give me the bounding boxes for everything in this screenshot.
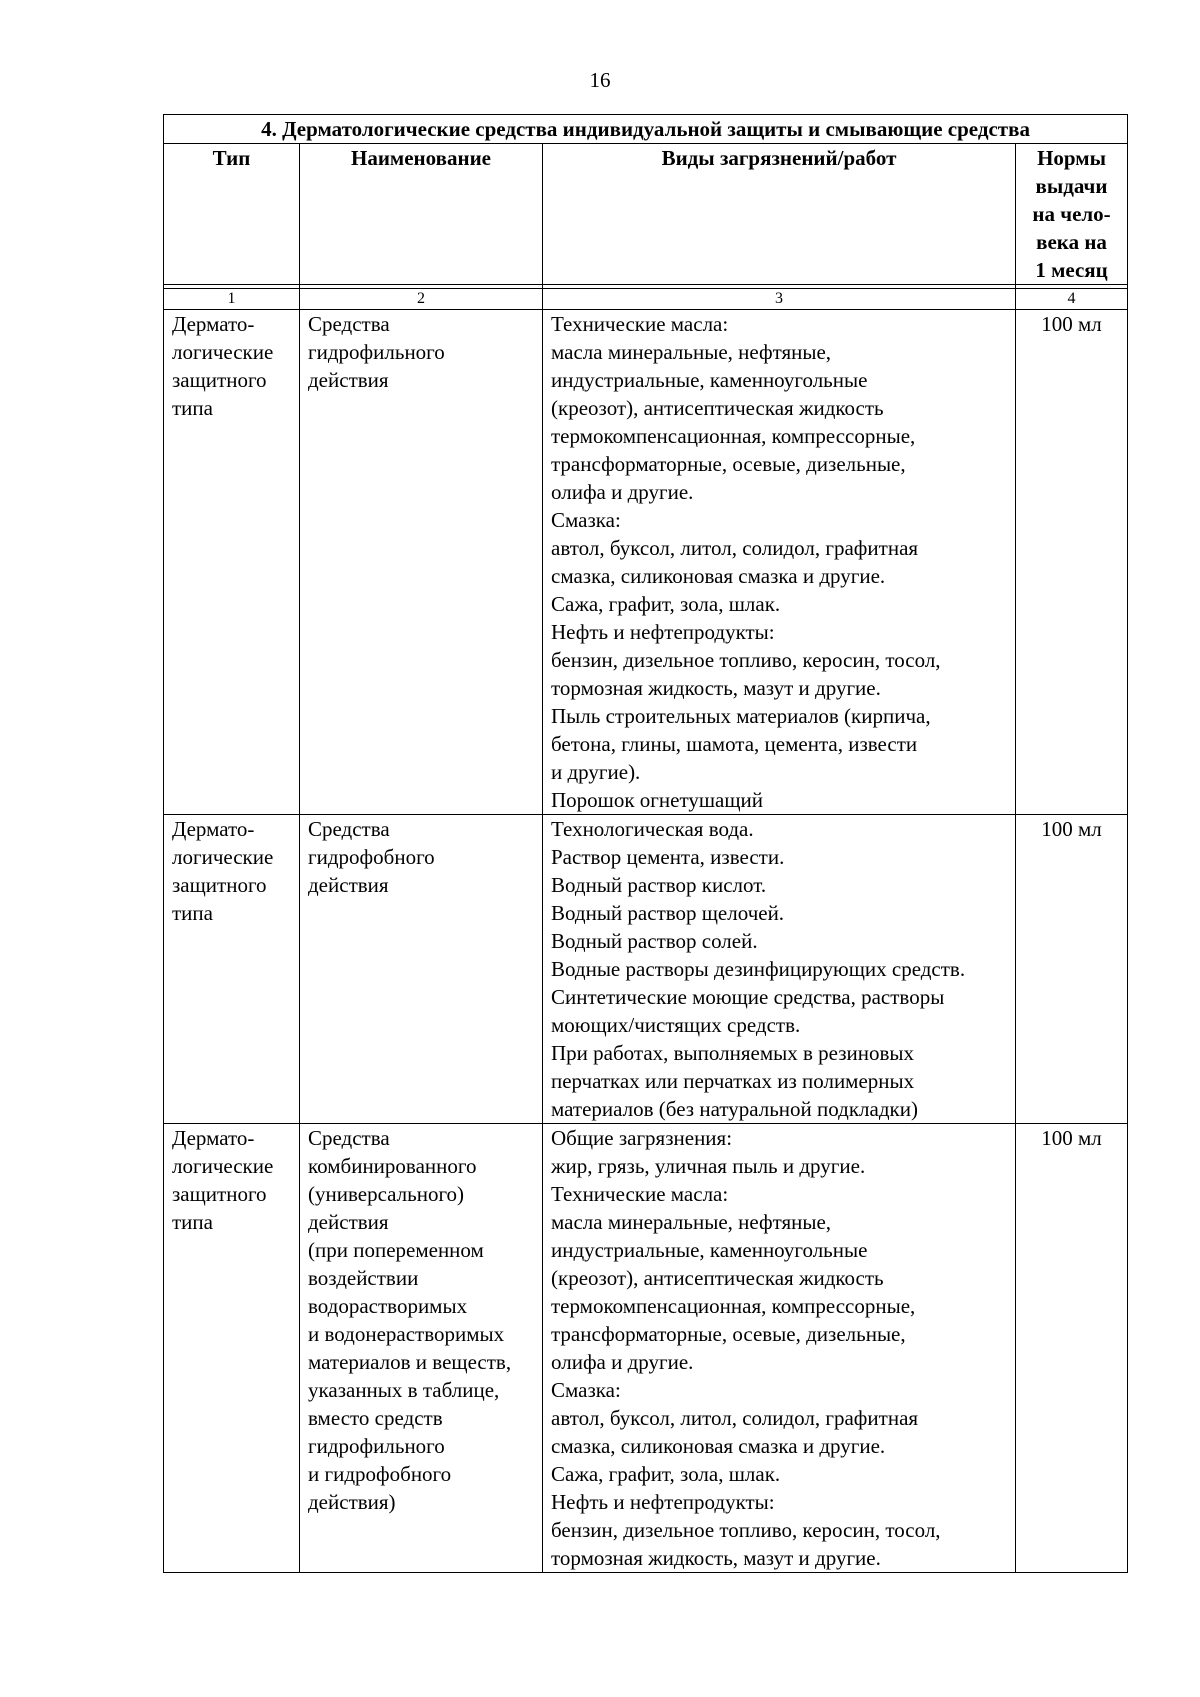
header-name (300, 144, 543, 285)
text-line: Водный раствор солей. (551, 929, 758, 953)
text-line: моющих/чистящих средств. (551, 1013, 801, 1037)
section-title-row (164, 115, 1128, 144)
text-line: автол, буксол, литол, солидол, графитная (551, 1406, 919, 1430)
text-line: гидрофильного (308, 1434, 445, 1458)
text-line: Водный раствор кислот. (551, 873, 767, 897)
text-line: Наименование (351, 146, 491, 170)
page-number: 16 (589, 68, 611, 92)
text-line: тормозная жидкость, мазут и другие. (551, 1546, 881, 1570)
section-title: 4. Дерматологические средства индивидуальной защиты и смывающие средства (164, 115, 1128, 144)
type-cell (164, 310, 300, 815)
table-body (164, 310, 1128, 1573)
text-line: бензин, дизельное топливо, керосин, тосол, (551, 1518, 941, 1542)
text-line: типа (172, 396, 213, 420)
text-line: логические (172, 340, 274, 364)
header-row (164, 144, 1128, 285)
text-line: трансформаторные, осевые, дизельные, (551, 452, 906, 476)
text-line: олифа и другие. (551, 1350, 694, 1374)
pollution-cell (543, 815, 1016, 1124)
text-line: Общие загрязнения: (551, 1126, 733, 1150)
text-line: (при попеременном (308, 1238, 484, 1262)
name-cell (300, 1124, 543, 1573)
text-line: Виды загрязнений/работ (661, 146, 897, 170)
text-line: Тип (212, 146, 251, 170)
text-line: смазка, силиконовая смазка и другие. (551, 564, 886, 588)
text-line: типа (172, 901, 213, 925)
name-cell (300, 310, 543, 815)
norm-cell: 100 мл (1016, 310, 1128, 815)
text-line: вместо средств (308, 1406, 443, 1430)
text-line: материалов и веществ, (308, 1350, 512, 1374)
text-line: гидрофильного (308, 340, 445, 364)
table-row (164, 815, 1128, 1124)
text-line: Пыль строительных материалов (кирпича, (551, 704, 931, 728)
pollution-cell (543, 1124, 1016, 1573)
text-line: Водные растворы дезинфицирующих средств. (551, 957, 966, 981)
text-line: смазка, силиконовая смазка и другие. (551, 1434, 886, 1458)
ppe-norms-table (163, 114, 1128, 1573)
norm-cell: 100 мл (1016, 1124, 1128, 1573)
text-line: бетона, глины, шамота, цемента, извести (551, 732, 918, 756)
text-line: защитного (172, 1182, 267, 1206)
text-line: Порошок огнетушащий (551, 788, 763, 812)
text-line: (универсального) (308, 1182, 465, 1206)
text-line: (креозот), антисептическая жидкость (551, 1266, 884, 1290)
text-line: гидрофобного (308, 845, 435, 869)
text-line: олифа и другие. (551, 480, 694, 504)
column-number-row (164, 289, 1128, 310)
text-line: логические (172, 845, 274, 869)
text-line: типа (172, 1210, 213, 1234)
pollution-cell (543, 310, 1016, 815)
column-number: 3 (543, 289, 1016, 310)
column-number: 2 (300, 289, 543, 310)
text-line: Технологическая вода. (551, 817, 754, 841)
text-line: Нормы (1037, 146, 1106, 170)
text-line: Дермато- (172, 817, 255, 841)
text-line: Технические масла: (551, 1182, 729, 1206)
text-line: Технические масла: (551, 312, 729, 336)
type-cell (164, 815, 300, 1124)
text-line: Водный раствор щелочей. (551, 901, 785, 925)
text-line: Дермато- (172, 312, 255, 336)
text-line: на чело- (1032, 202, 1111, 226)
table-row (164, 310, 1128, 815)
text-line: Синтетические моющие средства, растворы (551, 985, 945, 1009)
text-line: действия (308, 368, 389, 392)
text-line: масла минеральные, нефтяные, (551, 340, 832, 364)
text-line: водорастворимых (308, 1294, 468, 1318)
text-line: и водонерастворимых (308, 1322, 505, 1346)
header-pollution (543, 144, 1016, 285)
text-line: Смазка: (551, 508, 621, 532)
header-norms (1016, 144, 1128, 285)
text-line: Дермато- (172, 1126, 255, 1150)
text-line: логические (172, 1154, 274, 1178)
text-line: и другие). (551, 760, 641, 784)
text-line: материалов (без натуральной подкладки) (551, 1097, 918, 1121)
text-line: действия (308, 1210, 389, 1234)
text-line: комбинированного (308, 1154, 477, 1178)
text-line: масла минеральные, нефтяные, (551, 1210, 832, 1234)
column-number: 1 (164, 289, 300, 310)
name-cell (300, 815, 543, 1124)
text-line: действия (308, 873, 389, 897)
text-line: Сажа, графит, зола, шлак. (551, 1462, 781, 1486)
text-line: термокомпенсационная, компрессорные, (551, 1294, 916, 1318)
text-line: 1 месяц (1035, 258, 1108, 282)
text-line: жир, грязь, уличная пыль и другие. (551, 1154, 866, 1178)
text-line: термокомпенсационная, компрессорные, (551, 424, 916, 448)
text-line: Нефть и нефтепродукты: (551, 1490, 775, 1514)
text-line: тормозная жидкость, мазут и другие. (551, 676, 881, 700)
text-line: и гидрофобного (308, 1462, 452, 1486)
text-line: Средства (308, 1126, 390, 1150)
text-line: указанных в таблице, (308, 1378, 500, 1402)
text-line: воздействии (308, 1266, 419, 1290)
text-line: защитного (172, 368, 267, 392)
text-line: бензин, дизельное топливо, керосин, тосол, (551, 648, 941, 672)
column-number: 4 (1016, 289, 1128, 310)
text-line: выдачи (1035, 174, 1108, 198)
header-type (164, 144, 300, 285)
text-line: века на (1036, 230, 1107, 254)
text-line: перчатках или перчатках из полимерных (551, 1069, 915, 1093)
text-line: индустриальные, каменноугольные (551, 1238, 868, 1262)
text-line: трансформаторные, осевые, дизельные, (551, 1322, 906, 1346)
text-line: Смазка: (551, 1378, 621, 1402)
text-line: (креозот), антисептическая жидкость (551, 396, 884, 420)
text-line: Средства (308, 817, 390, 841)
type-cell (164, 1124, 300, 1573)
norm-cell: 100 мл (1016, 815, 1128, 1124)
text-line: Раствор цемента, извести. (551, 845, 785, 869)
text-line: Нефть и нефтепродукты: (551, 620, 775, 644)
table-row (164, 1124, 1128, 1573)
text-line: защитного (172, 873, 267, 897)
text-line: При работах, выполняемых в резиновых (551, 1041, 915, 1065)
text-line: Сажа, графит, зола, шлак. (551, 592, 781, 616)
text-line: Средства (308, 312, 390, 336)
text-line: индустриальные, каменноугольные (551, 368, 868, 392)
text-line: автол, буксол, литол, солидол, графитная (551, 536, 919, 560)
text-line: действия) (308, 1490, 396, 1514)
